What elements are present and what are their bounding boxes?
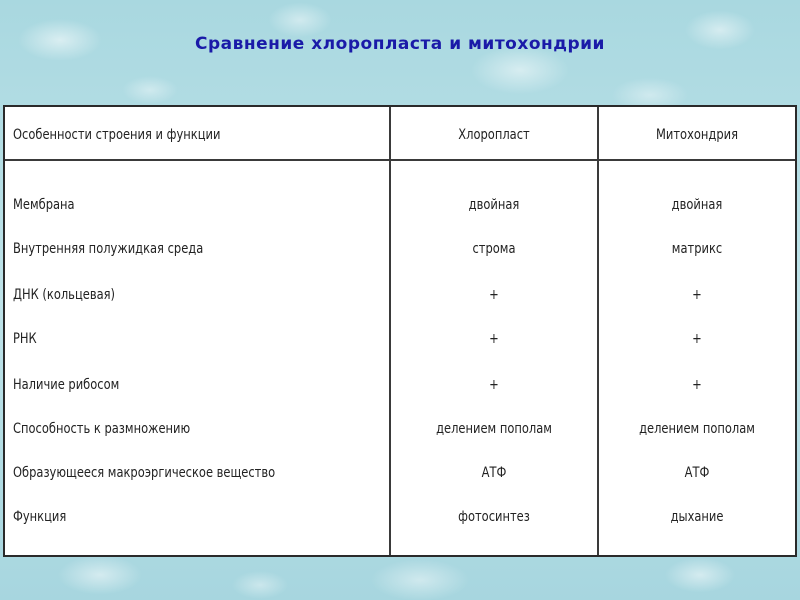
chloroplast-reproduction: делением пополам — [436, 421, 552, 437]
header-features: Особенности строения и функции — [13, 127, 221, 143]
chloroplast-function: фотосинтез — [458, 509, 530, 525]
mitochondria-reproduction: делением пополам — [639, 421, 755, 437]
row-label-function: Функция — [13, 509, 67, 525]
comparison-table — [3, 105, 797, 557]
mitochondria-function: дыхание — [670, 509, 724, 525]
row-label-membrane: Мембрана — [13, 197, 75, 213]
row-label-rna: РНК — [13, 331, 37, 347]
row-label-energy-substance: Образующееся макроэргическое вещество — [13, 465, 276, 481]
chloroplast-inner-medium: строма — [472, 241, 516, 257]
column-divider-1 — [389, 107, 391, 555]
slide-title: Сравнение хлоропласта и митохондрии — [195, 34, 605, 54]
mitochondria-rna: + — [692, 331, 702, 347]
chloroplast-ribosomes: + — [489, 377, 499, 393]
chloroplast-energy-substance: АТФ — [481, 465, 507, 481]
row-label-dna: ДНК (кольцевая) — [13, 287, 116, 303]
header-divider — [5, 159, 795, 161]
mitochondria-ribosomes: + — [692, 377, 702, 393]
mitochondria-membrane: двойная — [671, 197, 723, 213]
header-chloroplast: Хлоропласт — [458, 127, 530, 143]
mitochondria-dna: + — [692, 287, 702, 303]
header-mitochondria: Митохондрия — [656, 127, 738, 143]
row-label-ribosomes: Наличие рибосом — [13, 377, 120, 393]
column-divider-2 — [597, 107, 599, 555]
chloroplast-dna: + — [489, 287, 499, 303]
row-label-inner-medium: Внутренняя полужидкая среда — [13, 241, 204, 257]
chloroplast-rna: + — [489, 331, 499, 347]
row-label-reproduction: Способность к размножению — [13, 421, 191, 437]
chloroplast-membrane: двойная — [468, 197, 520, 213]
mitochondria-energy-substance: АТФ — [684, 465, 710, 481]
mitochondria-inner-medium: матрикс — [671, 241, 723, 257]
